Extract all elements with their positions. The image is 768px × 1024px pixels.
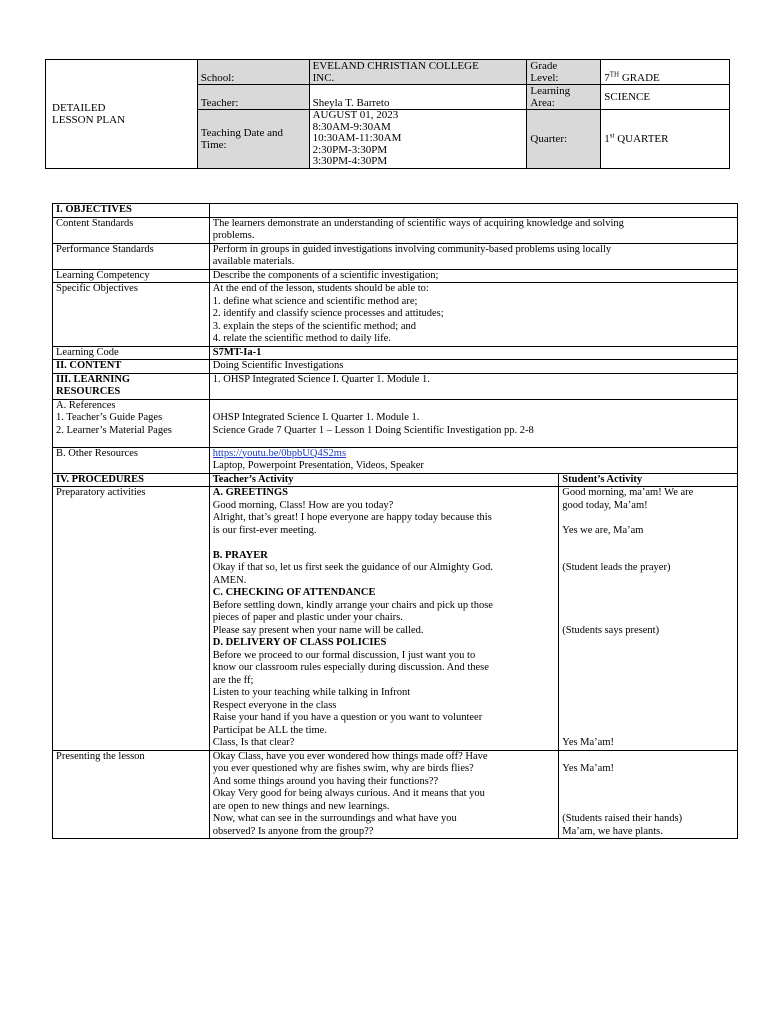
grade-value: 7TH GRADE [601, 60, 730, 85]
procedures-heading: IV. PROCEDURES [53, 473, 210, 487]
presenting-teacher-activity: Okay Class, have you ever wondered how things made off? Have you ever questioned why are fishes swim, why are birds flies? And some things around you having their functions?? Okay Very good for being always curious. And it means that you are open to new things and new learnings. Now, what can see in the surroundings and what have you observed? Is anyone from the group?? [209, 750, 559, 839]
specific-objectives-label: Specific Objectives [53, 283, 210, 347]
preparatory-activities-label: Preparatory activities [53, 487, 210, 751]
content-heading: II. CONTENT [53, 360, 210, 374]
header-table [45, 59, 730, 169]
content-standards-value: The learners demonstrate an understanding of scientific ways of acquiring knowledge and solving problems. [209, 217, 737, 243]
specific-objectives-value: At the end of the lesson, students should be able to: 1. define what science and scientific method are; 2. identify and classify science processes and attitudes; 3. explain the steps of the scientific method; and 4. relate the scientific method to daily life. [209, 283, 737, 347]
teacher-label: Teacher: [197, 85, 309, 110]
teacher-value: Sheyla T. Barreto [309, 85, 527, 110]
teaching-date-value: AUGUST 01, 2023 8:30AM-9:30AM 10:30AM-11:30AM 2:30PM-3:30PM 3:30PM-4:30PM [309, 110, 527, 169]
youtube-link[interactable]: https://youtu.be/0bpbUQ4S2ms [212, 447, 347, 459]
content-standards-label: Content Standards [53, 217, 210, 243]
learning-resources-value: 1. OHSP Integrated Science I. Quarter 1. Module 1. [209, 373, 737, 399]
performance-standards-label: Performance Standards [53, 243, 210, 269]
quarter-value: 1st QUARTER [601, 110, 730, 169]
other-resources-label: B. Other Resources [53, 447, 210, 473]
grade-label: Grade Level: [527, 60, 601, 85]
presenting-lesson-label: Presenting the lesson [53, 750, 210, 839]
learning-competency-label: Learning Competency [53, 269, 210, 283]
learning-competency-value: Describe the components of a scientific investigation; [209, 269, 737, 283]
plan-title-line1: DETAILED [52, 101, 106, 114]
teacher-activity-header: Teacher’s Activity [209, 473, 559, 487]
plan-title-line2: LESSON PLAN [52, 113, 126, 126]
learning-area-label: Learning Area: [527, 85, 601, 110]
other-resources-value: https://youtu.be/0bpbUQ4S2ms Laptop, Powerpoint Presentation, Videos, Speaker [209, 447, 737, 473]
student-activity-header: Student’s Activity [559, 473, 738, 487]
prayer-heading: B. PRAYER [212, 549, 268, 561]
references-value: OHSP Integrated Science I. Quarter 1. Module 1. Science Grade 7 Quarter 1 – Lesson 1 Doing Scientific Investigation pp. 2-8 [209, 399, 737, 447]
attendance-heading: C. CHECKING OF ATTENDANCE [212, 587, 376, 598]
learning-resources-heading: III. LEARNING RESOURCES [53, 373, 210, 399]
school-value: EVELAND CHRISTIAN COLLEGE INC. [309, 60, 527, 85]
content-value: Doing Scientific Investigations [209, 360, 737, 374]
teaching-date-label: Teaching Date and Time: [197, 110, 309, 169]
performance-standards-value: Perform in groups in guided investigations involving community-based problems using locally available materials. [209, 243, 737, 269]
learning-area-value: SCIENCE [601, 85, 730, 110]
learning-code-label: Learning Code [53, 346, 210, 360]
policies-heading: D. DELIVERY OF CLASS POLICIES [212, 637, 387, 648]
quarter-label: Quarter: [527, 110, 601, 169]
greetings-heading: A. GREETINGS [212, 487, 289, 498]
preparatory-student-activity: Good morning, ma’am! We are good today, Ma’am! Yes we are, Ma’am (Student leads the prayer) (Students says present) Yes Ma’am! [559, 487, 738, 751]
lesson-plan-table [52, 203, 738, 839]
preparatory-teacher-activity: A. GREETINGS Good morning, Class! How are you today? Alright, that’s great! I hope everyone are happy today because this is our first-ever meeting. B. PRAYER Okay if that so, let us first seek the guidance of our Almighty God. AMEN. C. CHECKING OF ATTENDANCE Before settling down, kindly arrange your chairs and pick up those pieces of paper and plastic under your chairs. Please say present when your name will be called. D. DELIVERY OF CLASS POLICIES Before we proceed to our formal discussion, I just want you to know our classroom rules especially during discussion. And these are the ff; Listen to your teaching while talking in Infront Respect everyone in the class Raise your hand if you have a question or you want to volunteer Participat be ALL the time. Class, Is that clear? [209, 487, 559, 751]
presenting-student-activity: Yes Ma’am! (Students raised their hands) Ma’am, we have plants. [559, 750, 738, 839]
references-label: A. References 1. Teacher’s Guide Pages 2. Learner’s Material Pages [53, 399, 210, 447]
learning-code-value: S7MT-Ia-1 [209, 346, 737, 360]
objectives-heading: I. OBJECTIVES [53, 204, 210, 218]
plan-title [46, 60, 198, 169]
school-label: School: [197, 60, 309, 85]
